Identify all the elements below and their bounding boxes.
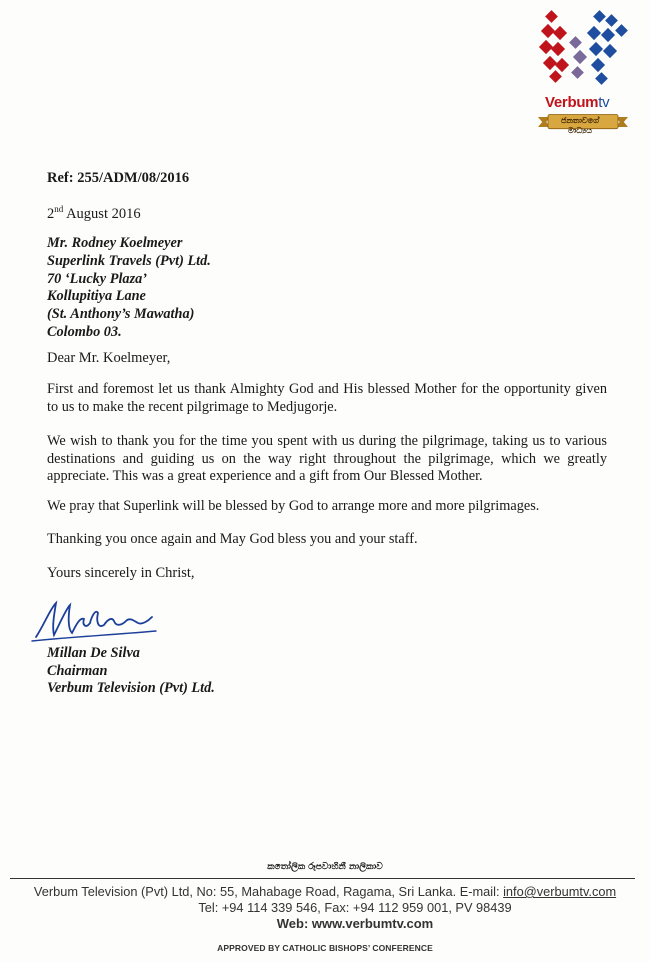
logo-brand-text: Verbum (545, 94, 599, 111)
footer-approval: APPROVED BY CATHOLIC BISHOPS’ CONFERENCE (217, 943, 433, 953)
footer-phone-line: Tel: +94 114 339 546, Fax: +94 112 959 001, PV 98439 (198, 900, 512, 915)
salutation: Dear Mr. Koelmeyer, (47, 350, 171, 366)
body-paragraph: Thanking you once again and May God bless you and your staff. (47, 531, 418, 547)
address-line: Mr. Rodney Koelmeyer (47, 235, 183, 251)
date-day: 2 (47, 205, 55, 222)
footer-divider (10, 878, 635, 879)
signer-title: Chairman (47, 662, 108, 679)
address-line: (St. Anthony’s Mawatha) (47, 306, 195, 323)
logo-ribbon-text: ජනතාවගේ මාධ්‍යය (561, 116, 599, 135)
logo-wordmark (545, 94, 609, 111)
reference-number: Ref: 255/ADM/08/2016 (47, 170, 190, 186)
letter-date (47, 204, 141, 223)
footer-address-line (0, 884, 650, 899)
date-month-year: August 2016 (63, 205, 141, 222)
signer-block (47, 645, 215, 698)
verbumtv-logo (525, 8, 643, 138)
date-suffix: nd (54, 204, 64, 214)
closing-phrase: Yours sincerely in Christ, (47, 565, 195, 581)
footer-sinhala-name: කතෝලික රූපවාහිනී නාලිකාව (267, 862, 383, 872)
signer-name: Millan De Silva (47, 645, 140, 661)
address-line: Colombo 03. (47, 323, 122, 340)
footer-email-link[interactable]: info@verbumtv.com (503, 884, 617, 899)
address-line: Kollupitiya Lane (47, 288, 146, 305)
footer-web-line[interactable]: Web: www.verbumtv.com (276, 916, 434, 931)
logo-brand-suffix: tv (598, 94, 610, 111)
handwritten-signature (30, 595, 160, 645)
logo-cubes-graphic (525, 8, 643, 98)
body-paragraph: We pray that Superlink will be blessed by God to arrange more and more pilgrimages. (47, 498, 540, 514)
body-paragraph: First and foremost let us thank Almighty God and His blessed Mother for the opportunity given to us to make the recent pilgrimage to Medjugorje. (47, 381, 607, 415)
signer-company: Verbum Television (Pvt) Ltd. (47, 680, 215, 696)
recipient-address (47, 235, 211, 342)
footer-address: Verbum Television (Pvt) Ltd, No: 55, Mahabage Road, Ragama, Sri Lanka. E-mail: (33, 884, 504, 899)
body-paragraph: We wish to thank you for the time you spent with us during the pilgrimage, taking us to various destinations and guiding us on the way right throughout the pilgrimage, which we greatly appreciate. This was a great experience and a gift from Our Blessed Mother. (47, 433, 607, 484)
address-line: Superlink Travels (Pvt) Ltd. (47, 252, 211, 269)
address-line: 70 ‘Lucky Plaza’ (47, 270, 148, 287)
